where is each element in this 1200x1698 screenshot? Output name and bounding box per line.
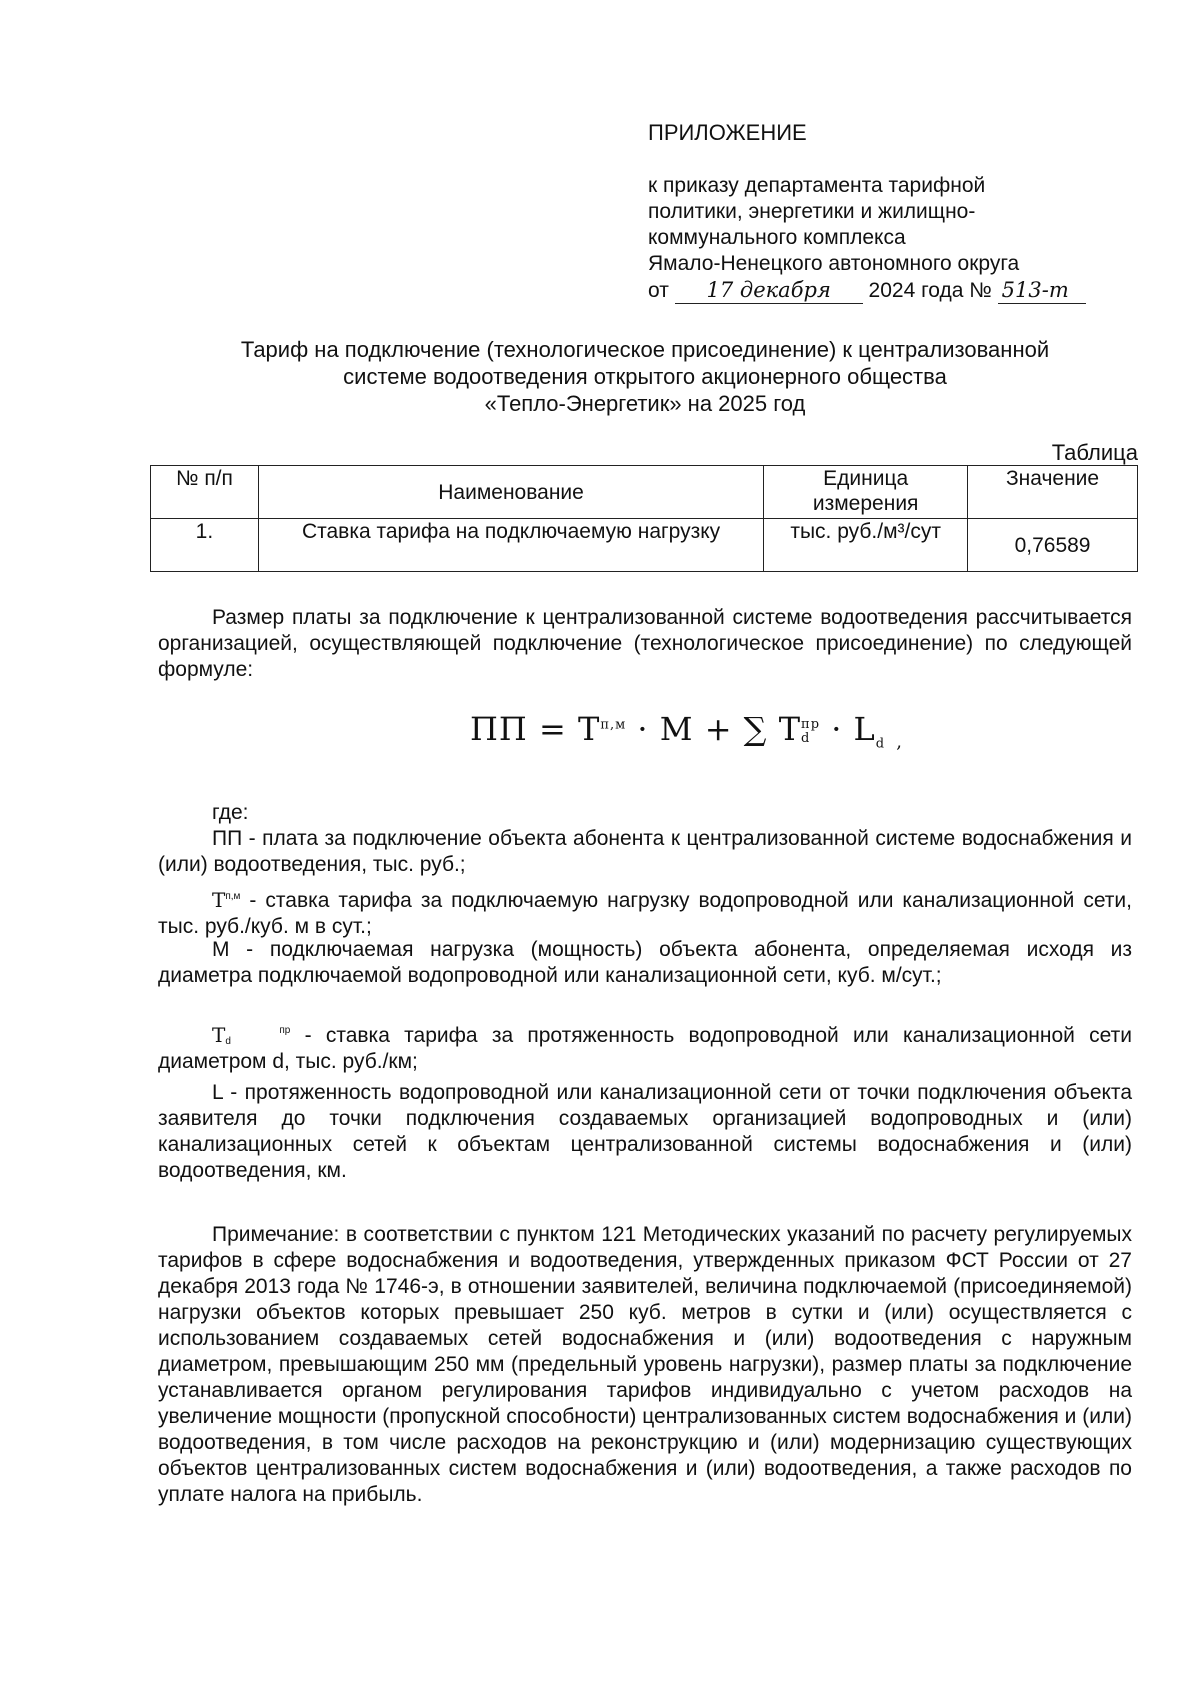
formula-m: M <box>659 710 694 748</box>
intro-paragraph: Размер платы за подключение к централизованной системе водоотведения рассчитывается организацией, осуществляющей подключение (технологическое присоединение) по следующей формуле: <box>158 606 1132 681</box>
table-label: Таблица <box>1051 440 1138 465</box>
def-t-pm <box>158 884 1132 940</box>
tariff-table <box>150 465 1138 572</box>
t-pr-symbol: Т <box>212 1023 226 1047</box>
formula-t2: Т <box>778 710 802 748</box>
cell-value: 0,76589 <box>968 519 1138 572</box>
formula-lhs: ПП <box>470 710 528 748</box>
handwritten-date: 17 декабря <box>675 277 863 304</box>
def-l: L - протяженность водопроводной или канализационной сети от точки подключения объекта заявителя до точки подключения создаваемых организацией водопроводных и (или) канализационных сетей к объектам централизованной системы водоснабжения и (или) водоотведения, км. <box>158 1081 1132 1182</box>
formula-l: L <box>853 710 876 748</box>
annex-line: к приказу департамента тарифной <box>648 174 986 197</box>
t-pm-text: - ставка тарифа за подключаемую нагрузку водопроводной или канализационной сети, тыс. руб./куб. м в сут.; <box>158 889 1132 938</box>
table-header-row <box>151 466 1138 519</box>
handwritten-number: 513-т <box>998 277 1086 304</box>
cell-number: 1. <box>151 519 259 572</box>
header-name: Наименование <box>258 466 763 519</box>
t-pr-sub: d <box>225 1036 231 1048</box>
formula-t2-sub: d <box>801 730 811 746</box>
header-unit: Единица измерения <box>764 466 968 519</box>
formula: ПП = $Т^{п,м} \cdot M$ + ∑ Тпр $d \cdot L_d$ $_,$ <box>470 710 904 753</box>
annex-subtitle <box>648 173 1118 304</box>
title-line: «Тепло-Энергетик» на 2025 год <box>484 391 806 416</box>
def-pp: ПП - плата за подключение объекта абонента к централизованной системе водоснабжения и (или) водоотведения, тыс. руб.; <box>158 827 1132 876</box>
annex-line: политики, энергетики и жилищно- <box>648 200 976 223</box>
note-paragraph: Примечание: в соответствии с пунктом 121 Методических указаний по расчету регулируемых тарифов в сфере водоснабжения и водоотведения, утвержденных приказом ФСТ России от 27 декабря 2013 года № 1746-э, в отношении заявителей, величина подключаемой (присоединяемой) нагрузки объектов которых превышает 250 куб. метров в сутки и (или) осуществляется с использованием создаваемых сетей водоснабжения и (или) водоотведения с наружным диаметром, превышающим 250 мм (предельный уровень нагрузки), размер платы за подключение устанавливается органом регулирования тарифов индивидуально с учетом расходов на увеличение мощности (пропускной способности) централизованных систем водоснабжения и (или) водоотведения, в том числе расходов на реконструкцию и (или) модернизацию существующих объектов централизованных систем водоснабжения и (или) водоотведения, а также расходов по уплате налога на прибыль. <box>158 1223 1132 1506</box>
formula-t1: Т <box>577 710 601 748</box>
title-line: Тариф на подключение (технологическое присоединение) к централизованной <box>240 337 1050 362</box>
table-row <box>151 519 1138 572</box>
where-label: где: <box>212 801 249 824</box>
title-line: системе водоотведения открытого акционерного общества <box>343 364 947 389</box>
annex-title: ПРИЛОЖЕНИЕ <box>648 120 807 145</box>
formula-l-sub: d <box>875 736 886 752</box>
order-date-line <box>648 277 1118 304</box>
t-pm-sup: п,м <box>225 891 241 902</box>
cell-name: Ставка тарифа на подключаемую нагрузку <box>258 519 763 572</box>
formula-t1-sup: п,м <box>600 717 627 733</box>
def-t-pr <box>158 1022 1132 1075</box>
formula-sum: ∑ <box>743 710 768 748</box>
header-number: № п/п <box>151 466 259 519</box>
t-pr-text: - ставка тарифа за протяженность водопроводной или канализационной сети диаметром d, тыс. руб./км; <box>158 1024 1132 1073</box>
t-pr-sup: пр <box>279 1025 291 1037</box>
annex-line: коммунального комплекса <box>648 226 906 249</box>
def-m: М - подключаемая нагрузка (мощность) объекта абонента, определяемая исходя из диаметра подключаемой водопроводной или канализационной сети, куб. м/сут.; <box>158 938 1132 987</box>
formula-trailing: , <box>896 731 904 753</box>
document-title <box>150 336 1140 417</box>
formula-t2-sup: пр <box>801 716 821 732</box>
header-value: Значение <box>968 466 1138 519</box>
t-pm-symbol: Т <box>212 888 226 912</box>
date-year: 2024 года № <box>868 279 992 302</box>
date-prefix: от <box>648 279 669 302</box>
annex-line: Ямало-Ненецкого автономного округа <box>648 252 1020 275</box>
cell-unit: тыс. руб./м³/сут <box>764 519 968 572</box>
